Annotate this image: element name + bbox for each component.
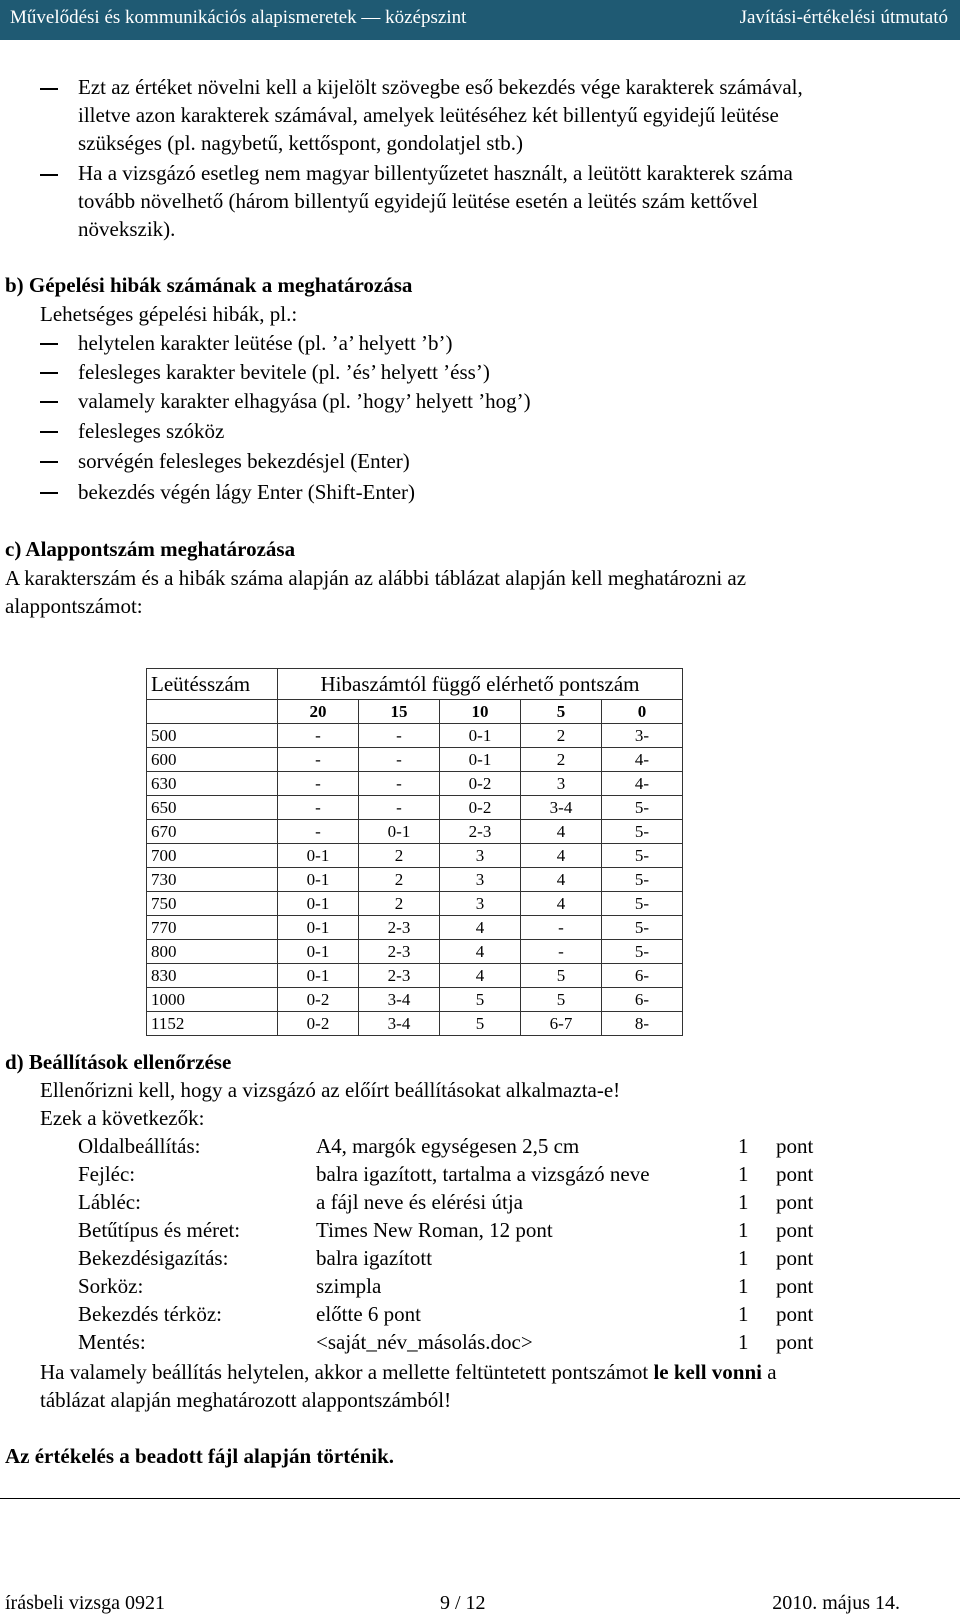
points-cell: 0-1 — [359, 820, 440, 844]
section-d-title: d) Beállítások ellenőrzése — [5, 1050, 232, 1074]
score-table — [146, 668, 683, 1036]
table-row — [147, 772, 683, 796]
dash-bullet — [40, 372, 58, 374]
points-cell: 3-4 — [359, 1012, 440, 1036]
points-cell: 4 — [521, 868, 602, 892]
points-cell: 2-3 — [359, 964, 440, 988]
intro-p2-line3: növekszik). — [78, 217, 176, 241]
points-cell: 2 — [359, 844, 440, 868]
table-row — [147, 844, 683, 868]
points-cell: 5- — [602, 916, 683, 940]
points-cell: 2-3 — [440, 820, 521, 844]
section-c-text-line1: A karakterszám és a hibák száma alapján az alábbi táblázat alapján kell meghatározni az — [5, 566, 747, 590]
points-cell: 4 — [440, 940, 521, 964]
points-cell: 0-1 — [278, 940, 359, 964]
points-cell: 3- — [602, 724, 683, 748]
table-row — [147, 868, 683, 892]
footer-divider — [0, 1498, 960, 1499]
setting-label: Mentés: — [78, 1330, 146, 1354]
setting-value: balra igazított — [316, 1246, 433, 1270]
points-cell: 0-1 — [278, 868, 359, 892]
strokes-cell: 730 — [147, 868, 278, 892]
points-cell: - — [278, 772, 359, 796]
points-cell: 2 — [521, 724, 602, 748]
points-cell: 3 — [440, 868, 521, 892]
table-row — [147, 916, 683, 940]
setting-value: balra igazított, tartalma a vizsgázó neve — [316, 1162, 650, 1186]
section-d-line1: Ellenőrizni kell, hogy a vizsgázó az előírt beállításokat alkalmazta-e! — [40, 1078, 621, 1102]
strokes-cell: 830 — [147, 964, 278, 988]
dash-bullet — [40, 492, 58, 494]
footer-page: 9 / 12 — [440, 1592, 486, 1614]
section-b-title: b) Gépelési hibák számának a meghatározása — [5, 273, 413, 297]
table-row — [147, 820, 683, 844]
intro-p2-line1: Ha a vizsgázó esetleg nem magyar billentyűzetet használt, a leütött karakterek száma — [78, 161, 793, 185]
setting-value: Times New Roman, 12 pont — [316, 1218, 553, 1242]
points-cell: - — [278, 796, 359, 820]
dash-bullet — [40, 174, 58, 176]
intro-p2-line2: tovább növelhető (három billentyű egyidejű leütése esetén a leütés szám kettővel — [78, 189, 758, 213]
dash-bullet — [40, 401, 58, 403]
points-cell: - — [278, 820, 359, 844]
points-cell: 2-3 — [359, 916, 440, 940]
points-cell: 0-1 — [278, 916, 359, 940]
table-row — [147, 988, 683, 1012]
table-row — [147, 892, 683, 916]
table-row — [147, 748, 683, 772]
table-subheader: 20 — [278, 700, 359, 724]
footer-date: 2010. május 14. — [772, 1592, 900, 1614]
points-cell: 4 — [440, 964, 521, 988]
section-c-text-line2: alappontszámot: — [5, 594, 143, 618]
points-cell: 4 — [521, 820, 602, 844]
points-cell: 5 — [521, 988, 602, 1012]
table-row — [147, 940, 683, 964]
points-cell: 4 — [440, 916, 521, 940]
intro-p1-line1: Ezt az értéket növelni kell a kijelölt szövegbe eső bekezdés vége karakterek számával, — [78, 75, 803, 99]
points-cell: 4 — [521, 892, 602, 916]
setting-points: 1 — [738, 1302, 749, 1326]
strokes-cell: 700 — [147, 844, 278, 868]
closing-statement: Az értékelés a beadott fájl alapján történik. — [5, 1444, 395, 1468]
setting-label: Bekezdés térköz: — [78, 1302, 223, 1326]
section-c-title: c) Alappontszám meghatározása — [5, 537, 296, 561]
setting-label: Betűtípus és méret: — [78, 1218, 241, 1242]
points-cell: 5- — [602, 940, 683, 964]
intro-p1-line2: illetve azon karakterek számával, amelyek leütéséhez két billentyű egyidejű leütése — [78, 103, 779, 127]
setting-unit: pont — [776, 1134, 814, 1158]
setting-value: a fájl neve és elérési útja — [316, 1190, 523, 1214]
header-doc-type: Javítási-értékelési útmutató — [739, 7, 948, 28]
points-cell: 2-3 — [359, 940, 440, 964]
table-row — [147, 724, 683, 748]
points-cell: - — [359, 724, 440, 748]
setting-unit: pont — [776, 1274, 814, 1298]
points-cell: 6- — [602, 988, 683, 1012]
points-cell: 3-4 — [521, 796, 602, 820]
dash-bullet — [40, 343, 58, 345]
typo-item: valamely karakter elhagyása (pl. ’hogy’ helyett ’hog’) — [78, 389, 531, 413]
points-cell: - — [521, 916, 602, 940]
setting-label: Oldalbeállítás: — [78, 1134, 201, 1158]
setting-value: szimpla — [316, 1274, 382, 1298]
setting-unit: pont — [776, 1330, 814, 1354]
points-cell: - — [278, 748, 359, 772]
points-cell: - — [359, 748, 440, 772]
setting-points: 1 — [738, 1218, 749, 1242]
setting-label: Lábléc: — [78, 1190, 141, 1214]
strokes-cell: 770 — [147, 916, 278, 940]
intro-p1-line3: szükséges (pl. nagybetű, kettőspont, gondolatjel stb.) — [78, 131, 524, 155]
dash-bullet — [40, 431, 58, 433]
points-cell: 3 — [440, 844, 521, 868]
typo-item: bekezdés végén lágy Enter (Shift-Enter) — [78, 480, 416, 504]
setting-unit: pont — [776, 1246, 814, 1270]
note-post: a — [761, 1360, 777, 1384]
strokes-cell: 500 — [147, 724, 278, 748]
points-cell: 2 — [521, 748, 602, 772]
points-cell: 5- — [602, 892, 683, 916]
strokes-cell: 750 — [147, 892, 278, 916]
setting-unit: pont — [776, 1162, 814, 1186]
dash-bullet — [40, 88, 58, 90]
setting-value: <saját_név_másolás.doc> — [316, 1330, 533, 1354]
setting-label: Fejléc: — [78, 1162, 136, 1186]
points-cell: 3 — [521, 772, 602, 796]
table-row — [147, 964, 683, 988]
points-cell: 5 — [440, 1012, 521, 1036]
points-cell: - — [278, 724, 359, 748]
points-cell: 0-1 — [278, 844, 359, 868]
page-header — [0, 0, 960, 40]
points-cell: 4- — [602, 772, 683, 796]
table-row — [147, 1012, 683, 1036]
setting-unit: pont — [776, 1302, 814, 1326]
points-cell: 5- — [602, 844, 683, 868]
points-cell: - — [359, 772, 440, 796]
setting-label: Bekezdésigazítás: — [78, 1246, 229, 1270]
table-header-strokes: Leütésszám — [147, 669, 278, 700]
setting-value: A4, margók egységesen 2,5 cm — [316, 1134, 580, 1158]
footer-exam: írásbeli vizsga 0921 — [5, 1592, 165, 1614]
strokes-cell: 650 — [147, 796, 278, 820]
setting-unit: pont — [776, 1190, 814, 1214]
section-d-note — [40, 1359, 777, 1385]
setting-points: 1 — [738, 1246, 749, 1270]
strokes-cell: 600 — [147, 748, 278, 772]
table-subheader-blank — [147, 700, 278, 724]
typo-item: sorvégén felesleges bekezdésjel (Enter) — [78, 449, 410, 473]
points-cell: 0-2 — [278, 1012, 359, 1036]
typo-item: helytelen karakter leütése (pl. ’a’ helyett ’b’) — [78, 331, 453, 355]
strokes-cell: 800 — [147, 940, 278, 964]
points-cell: 5- — [602, 820, 683, 844]
strokes-cell: 1152 — [147, 1012, 278, 1036]
table-header-points: Hibaszámtól függő elérhető pontszám — [278, 669, 683, 700]
table-subheader: 0 — [602, 700, 683, 724]
points-cell: 3-4 — [359, 988, 440, 1012]
strokes-cell: 630 — [147, 772, 278, 796]
points-cell: 6-7 — [521, 1012, 602, 1036]
note-pre: Ha valamely beállítás helytelen, akkor a mellette feltüntetett pontszámot — [40, 1360, 654, 1384]
points-cell: 0-1 — [278, 892, 359, 916]
points-cell: 0-1 — [440, 724, 521, 748]
points-cell: 5 — [440, 988, 521, 1012]
setting-points: 1 — [738, 1274, 749, 1298]
points-cell: 4- — [602, 748, 683, 772]
table-body — [147, 724, 683, 1036]
setting-points: 1 — [738, 1330, 749, 1354]
strokes-cell: 670 — [147, 820, 278, 844]
points-cell: 0-2 — [440, 772, 521, 796]
setting-unit: pont — [776, 1218, 814, 1242]
points-cell: 5- — [602, 796, 683, 820]
points-cell: 5- — [602, 868, 683, 892]
table-subheader: 15 — [359, 700, 440, 724]
setting-label: Sorköz: — [78, 1274, 144, 1298]
table-row — [147, 796, 683, 820]
note-bold: le kell vonni — [653, 1360, 762, 1384]
points-cell: - — [521, 940, 602, 964]
points-cell: 0-2 — [440, 796, 521, 820]
points-cell: 2 — [359, 868, 440, 892]
section-d-line2: Ezek a következők: — [40, 1106, 205, 1130]
points-cell: 8- — [602, 1012, 683, 1036]
points-cell: 4 — [521, 844, 602, 868]
points-cell: 0-1 — [440, 748, 521, 772]
header-subject: Művelődési és kommunikációs alapismeretek — középszint — [10, 7, 467, 28]
section-d-note-line2: táblázat alapján meghatározott alappontszámból! — [40, 1388, 452, 1412]
points-cell: - — [359, 796, 440, 820]
dash-bullet — [40, 461, 58, 463]
typo-item: felesleges karakter bevitele (pl. ’és’ helyett ’éss’) — [78, 360, 490, 384]
setting-points: 1 — [738, 1134, 749, 1158]
points-cell: 6- — [602, 964, 683, 988]
table-subheader: 10 — [440, 700, 521, 724]
points-cell: 0-2 — [278, 988, 359, 1012]
points-cell: 2 — [359, 892, 440, 916]
points-cell: 0-1 — [278, 964, 359, 988]
typo-item: felesleges szóköz — [78, 419, 225, 443]
table-subheader: 5 — [521, 700, 602, 724]
setting-value: előtte 6 pont — [316, 1302, 421, 1326]
setting-points: 1 — [738, 1162, 749, 1186]
points-cell: 3 — [440, 892, 521, 916]
points-cell: 5 — [521, 964, 602, 988]
strokes-cell: 1000 — [147, 988, 278, 1012]
section-b-intro: Lehetséges gépelési hibák, pl.: — [40, 302, 298, 326]
setting-points: 1 — [738, 1190, 749, 1214]
